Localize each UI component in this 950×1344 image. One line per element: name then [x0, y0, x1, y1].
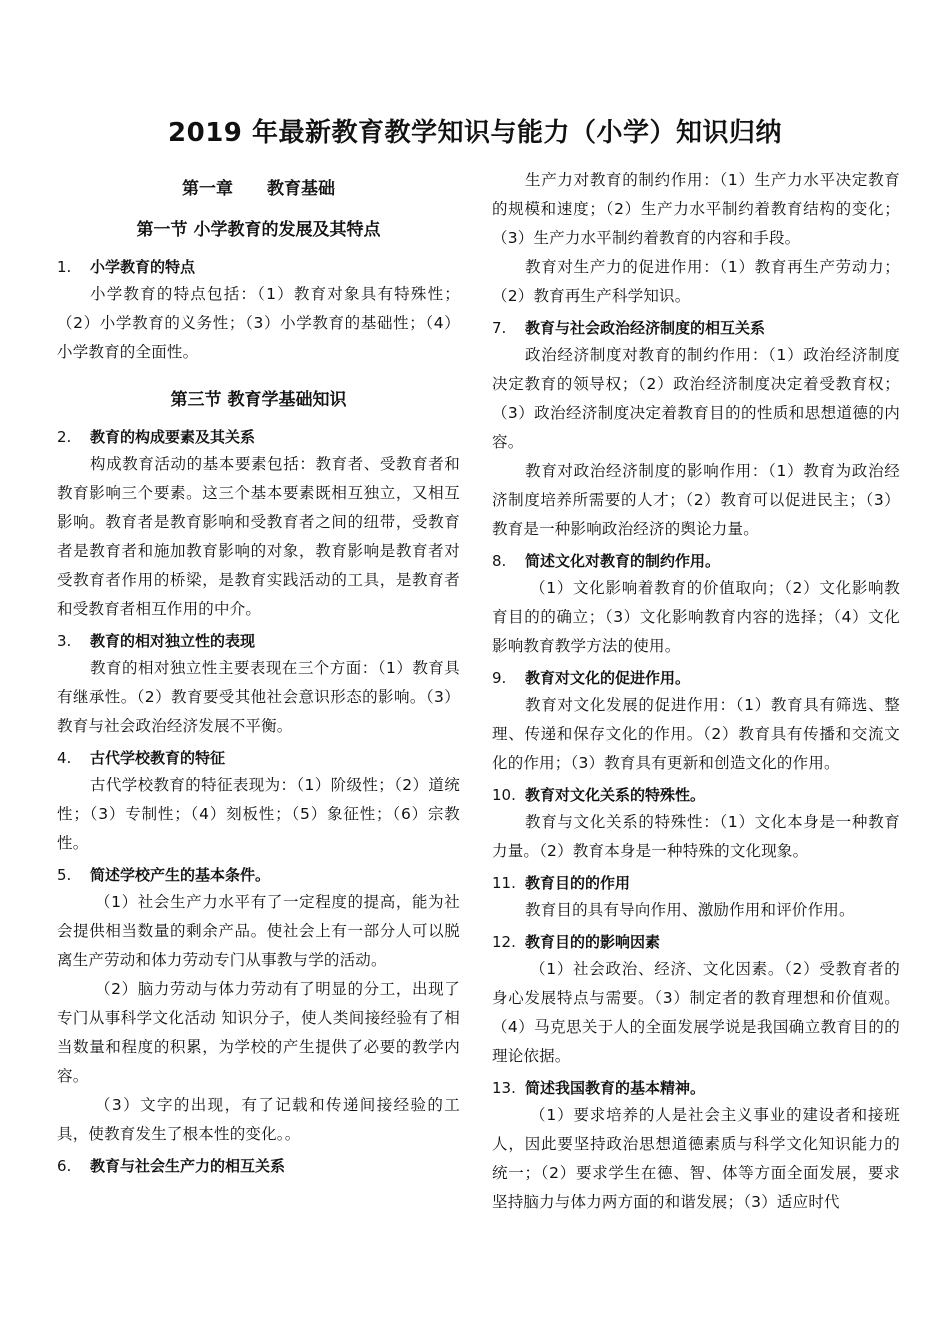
list-item — [492, 929, 900, 1071]
list-item — [492, 315, 900, 544]
item-heading — [492, 929, 900, 955]
item-heading — [57, 1153, 460, 1179]
item-title: 简述学校产生的基本条件。 — [90, 866, 271, 884]
item-heading — [57, 254, 460, 280]
item-title: 教育目的的影响因素 — [525, 933, 661, 951]
item-title: 简述我国教育的基本精神。 — [525, 1079, 706, 1097]
document-title: 2019 年最新教育教学知识与能力（小学）知识归纳 — [168, 118, 782, 148]
item-heading — [57, 424, 460, 450]
list-item — [57, 424, 460, 624]
item-number: 3. — [57, 632, 72, 650]
item-title: 教育的相对独立性的表现 — [90, 632, 256, 650]
item-number: 11. — [492, 874, 516, 892]
list-item — [492, 782, 900, 866]
item-paragraph: （2）脑力劳动与体力劳动有了明显的分工，出现了专门从事科学文化活动 知识分子，使人类间接经验有了相当数量和程度的积累，为学校的产生提供了必要的教学内容。 — [57, 980, 460, 1085]
item-heading — [57, 862, 460, 888]
item-paragraph: （1）文化影响着教育的价值取向；（2）文化影响教育目的的确立；（3）文化影响教育内容的选择；（4）文化影响教育教学方法的使用。 — [492, 579, 900, 655]
item-title: 教育对文化关系的特殊性。 — [525, 786, 706, 804]
item-number: 6. — [57, 1157, 72, 1175]
item-heading — [492, 782, 900, 808]
item-paragraph: 教育对生产力的促进作用：（1）教育再生产劳动力；（2）教育再生产科学知识。 — [492, 258, 900, 305]
item-number: 9. — [492, 669, 507, 687]
list-item — [492, 548, 900, 661]
item-number: 13. — [492, 1079, 516, 1097]
item-number: 5. — [57, 866, 72, 884]
item-paragraph: （3）文字的出现，有了记载和传递间接经验的工具，使教育发生了根本性的变化。。 — [57, 1096, 460, 1143]
left-column — [57, 168, 460, 1179]
list-item — [492, 1075, 900, 1217]
list-item — [57, 628, 460, 741]
item-paragraph: 小学教育的特点包括：（1）教育对象具有特殊性；（2）小学教育的义务性；（3）小学教育的基础性；（4）小学教育的全面性。 — [57, 285, 460, 361]
item-title: 小学教育的特点 — [90, 258, 196, 276]
item-title: 古代学校教育的特征 — [90, 749, 226, 767]
item-heading — [57, 628, 460, 654]
item-title: 教育的构成要素及其关系 — [90, 428, 256, 446]
item-heading — [492, 315, 900, 341]
list-item — [57, 745, 460, 858]
right-column — [492, 166, 900, 1217]
item-heading — [57, 745, 460, 771]
list-item — [57, 862, 460, 1149]
item-paragraph: 教育与文化关系的特殊性：（1）文化本身是一种教育力量。（2）教育本身是一种特殊的文化现象。 — [492, 813, 900, 860]
item-paragraph: 生产力对教育的制约作用：（1）生产力水平决定教育的规模和速度；（2）生产力水平制约着教育结构的变化；（3）生产力水平制约着教育的内容和手段。 — [492, 171, 900, 247]
item-paragraph: 教育对政治经济制度的影响作用：（1）教育为政治经济制度培养所需要的人才；（2）教育可以促进民主；（3）教育是一种影响政治经济的舆论力量。 — [492, 462, 900, 538]
item-number: 8. — [492, 552, 507, 570]
item-paragraph: 教育的相对独立性主要表现在三个方面：（1）教育具有继承性。（2）教育要受其他社会意识形态的影响。（3）教育与社会政治经济发展不平衡。 — [57, 659, 460, 735]
item-heading — [492, 870, 900, 896]
item-number: 7. — [492, 319, 507, 337]
item-paragraph: （1）社会政治、经济、文化因素。（2）受教育者的身心发展特点与需要。（3）制定者的教育理想和价值观。（4）马克思关于人的全面发展学说是我国确立教育目的的理论依据。 — [492, 960, 900, 1065]
item-number: 4. — [57, 749, 72, 767]
item-paragraph: 古代学校教育的特征表现为：（1）阶级性；（2）道统性；（3）专制性；（4）刻板性；（5）象征性；（6）宗教性。 — [57, 776, 460, 852]
item-paragraph: （1）要求培养的人是社会主义事业的建设者和接班人，因此要坚持政治思想道德素质与科学文化知识能力的统一；（2）要求学生在德、智、体等方面全面发展，要求坚持脑力与体力两方面的和谐发展；（3）适应时代 — [492, 1106, 900, 1211]
item-title: 简述文化对教育的制约作用。 — [525, 552, 721, 570]
list-item — [492, 665, 900, 778]
item-number: 1. — [57, 258, 72, 276]
item-number: 10. — [492, 786, 516, 804]
section-heading: 第三节 教育学基础知识 — [170, 390, 347, 410]
item-title: 教育与社会政治经济制度的相互关系 — [525, 319, 766, 337]
item-paragraph: （1）社会生产力水平有了一定程度的提高，能为社会提供相当数量的剩余产品。使社会上有一部分人可以脱离生产劳动和体力劳动专门从事教与学的活动。 — [57, 893, 460, 969]
item-paragraph: 教育对文化发展的促进作用：（1）教育具有筛选、整理、传递和保存文化的作用。（2）教育具有传播和交流文化的作用；（3）教育具有更新和创造文化的作用。 — [492, 696, 900, 772]
item-title: 教育与社会生产力的相互关系 — [90, 1157, 286, 1175]
item-heading — [492, 1075, 900, 1101]
chapter-heading: 第一章 教育基础 — [182, 179, 335, 199]
item-paragraph: 构成教育活动的基本要素包括：教育者、受教育者和教育影响三个要素。这三个基本要素既相互独立，又相互影响。教育者是教育影响和受教育者之间的纽带，受教育者是教育者和施加教育影响的对象，教育影响是教育者对受教育者作用的桥梁，是教育实践活动的工具，是教育者和受教育者相互作用的中介。 — [57, 455, 460, 618]
list-item — [492, 870, 900, 925]
list-item — [57, 1153, 460, 1179]
item-paragraph: 教育目的具有导向作用、激励作用和评价作用。 — [525, 901, 855, 919]
item-paragraph: 政治经济制度对教育的制约作用：（1）政治经济制度决定教育的领导权；（2）政治经济制度决定着受教育权；（3）政治经济制度决定着教育目的的性质和思想道德的内容。 — [492, 346, 900, 451]
item-number: 12. — [492, 933, 516, 951]
item-number: 2. — [57, 428, 72, 446]
item-title: 教育对文化的促进作用。 — [525, 669, 691, 687]
section-heading: 第一节 小学教育的发展及其特点 — [136, 220, 381, 240]
list-item — [57, 254, 460, 367]
item-heading — [492, 548, 900, 574]
item-heading — [492, 665, 900, 691]
item-title: 教育目的的作用 — [525, 874, 631, 892]
